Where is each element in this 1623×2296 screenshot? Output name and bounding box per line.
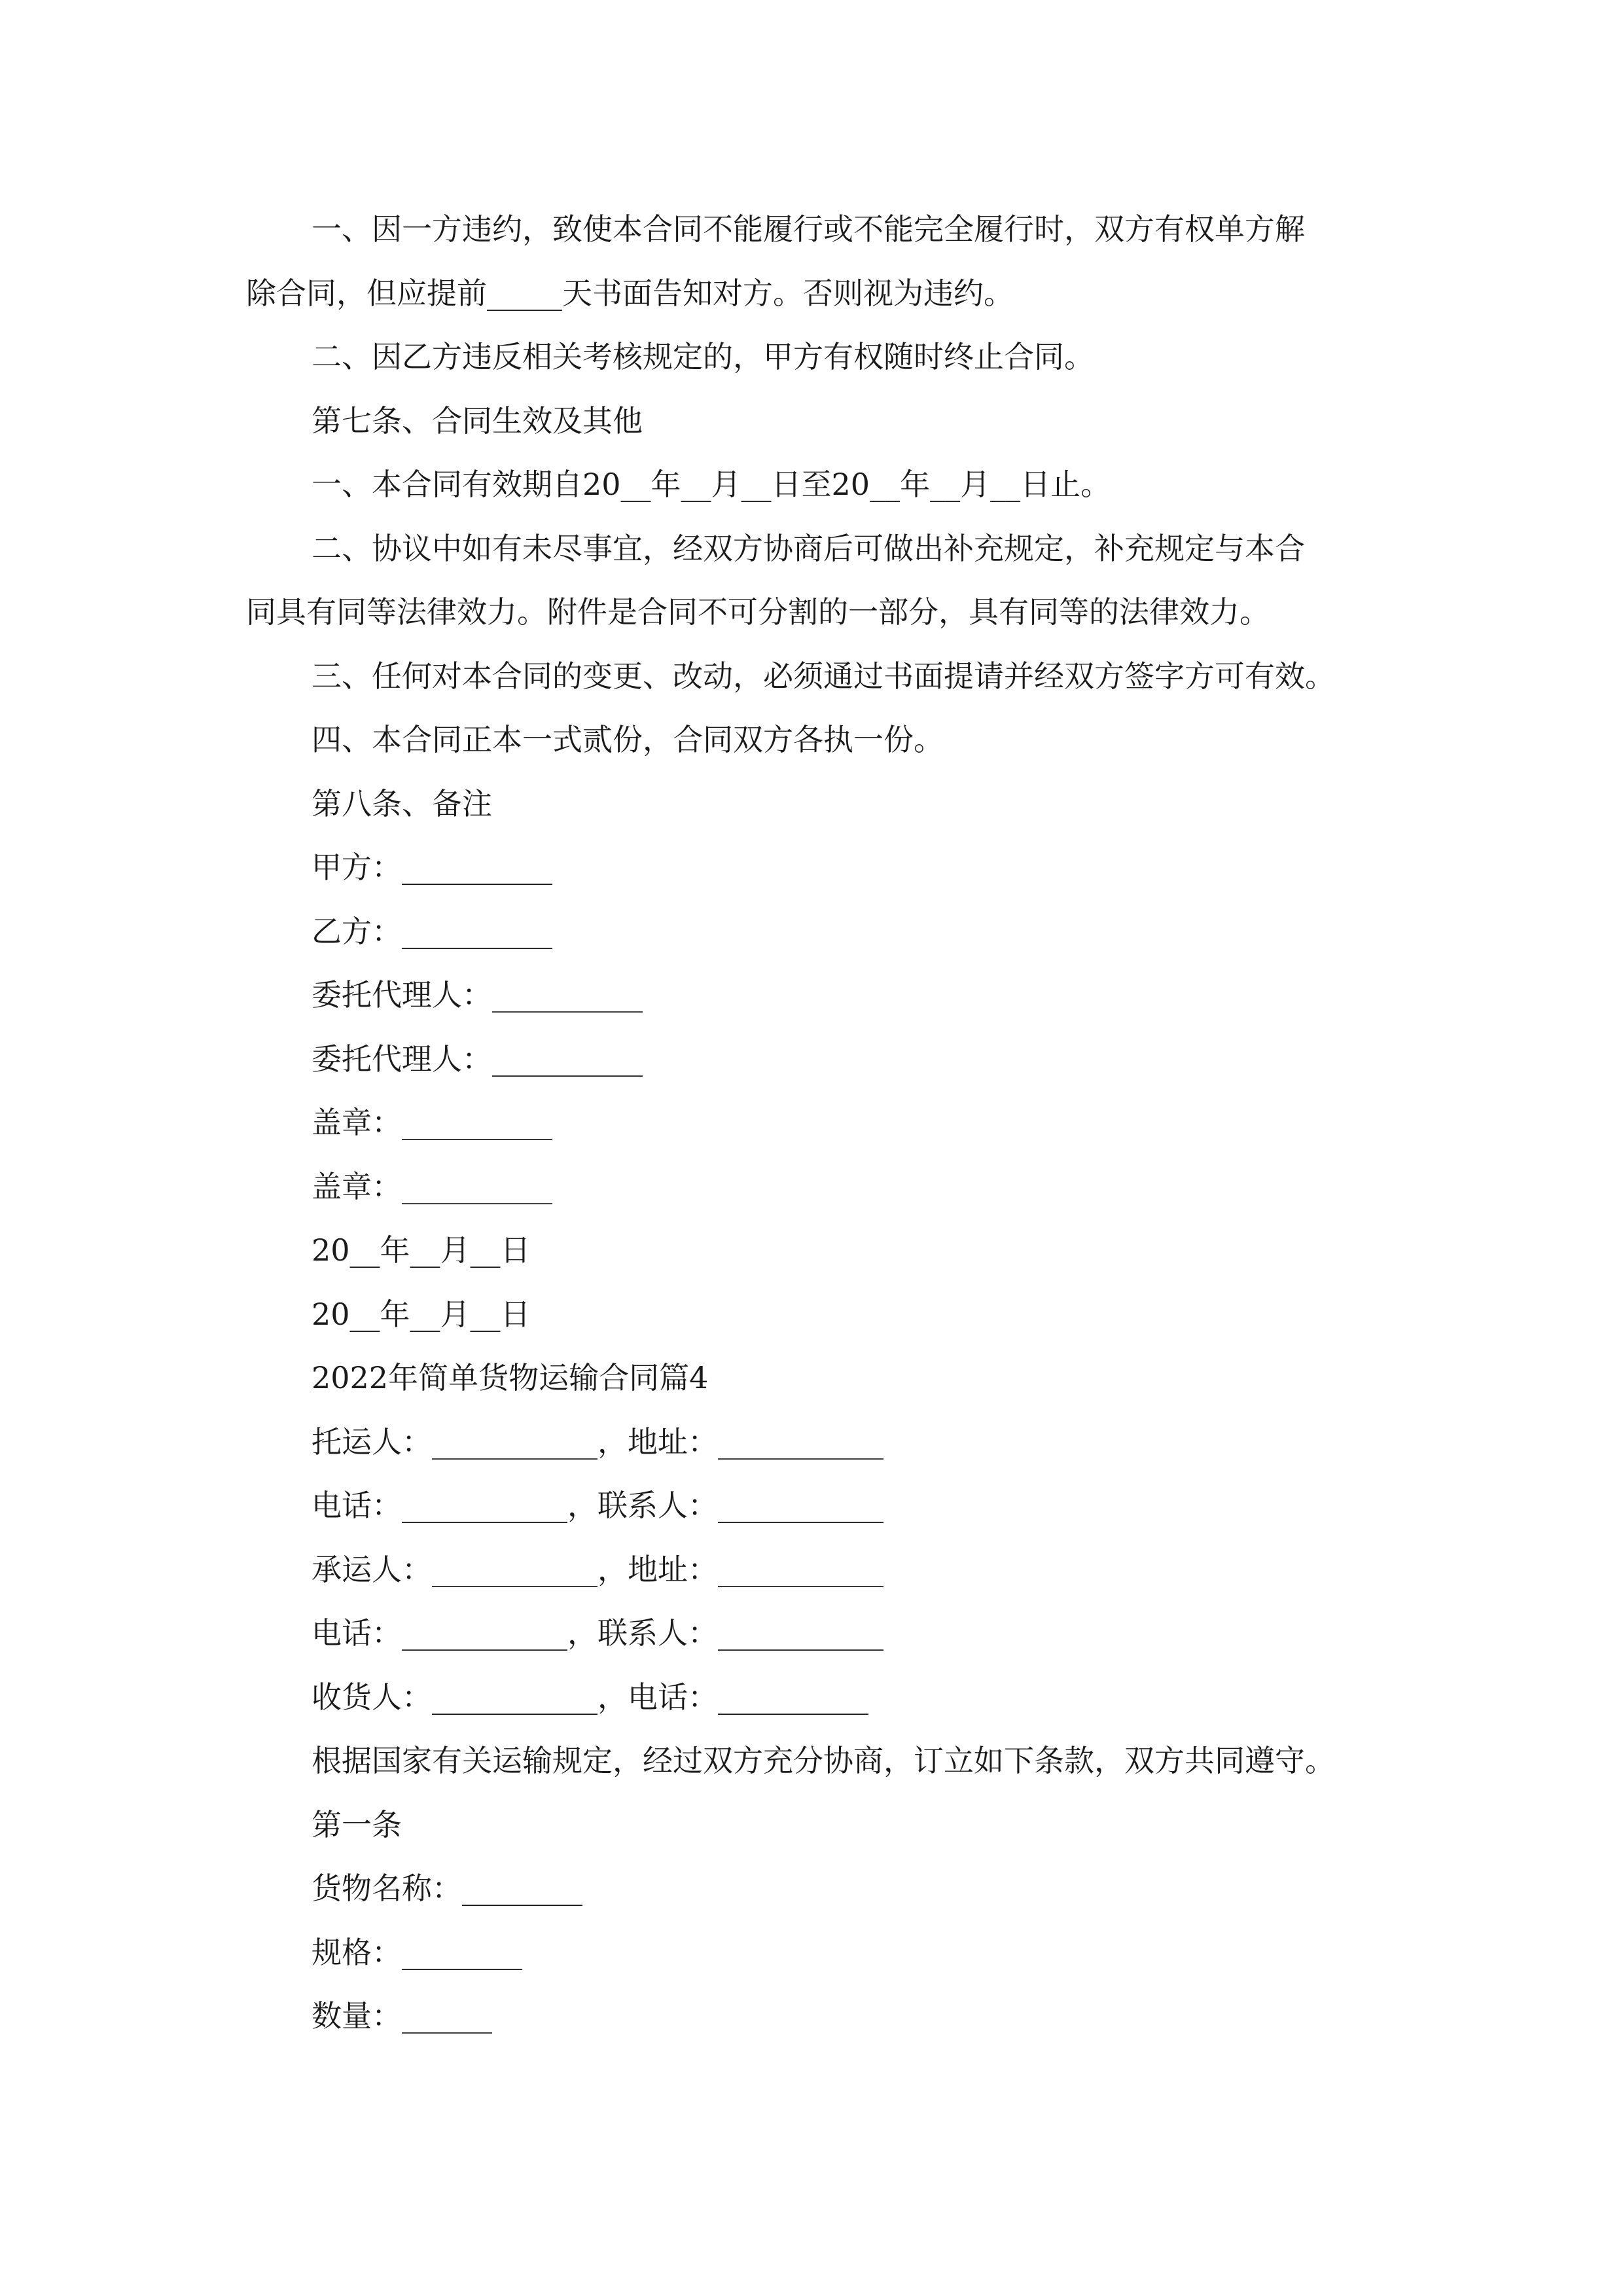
goods-name-field: 货物名称：________ xyxy=(312,1871,582,1906)
preamble-text: 根据国家有关运输规定，经过双方充分协商，订立如下条款，双方共同遵守。 xyxy=(312,1743,1335,1778)
shipper-phone-row: 电话：___________，联系人：___________ xyxy=(312,1488,883,1523)
seal-field-1: 盖章：__________ xyxy=(312,1105,552,1140)
shipper-row: 托运人：___________，地址：___________ xyxy=(312,1424,883,1460)
clause-termination-1-line2: 除合同，但应提前_____天书面告知对方。否则视为违约。 xyxy=(246,276,1014,311)
article-7-clause-1: 一、本合同有效期自20__年__月__日至20__年__月__日止。 xyxy=(312,467,1111,502)
carrier-row: 承运人：___________，地址：___________ xyxy=(312,1552,883,1587)
party-b-field: 乙方：__________ xyxy=(312,914,552,949)
carrier-phone-row: 电话：___________，联系人：___________ xyxy=(312,1615,883,1651)
consignee-row: 收货人：___________，电话：__________ xyxy=(312,1679,868,1715)
clause-termination-1-line1: 一、因一方违约，致使本合同不能履行或不能完全履行时，双方有权单方解 xyxy=(312,211,1305,247)
contract-4-title: 2022年简单货物运输合同篇4 xyxy=(312,1360,709,1395)
article-7-heading: 第七条、合同生效及其他 xyxy=(312,403,643,439)
date-field-1: 20__年__月__日 xyxy=(312,1232,531,1268)
article-7-clause-2-line2: 同具有同等法律效力。附件是合同不可分割的一部分，具有同等的法律效力。 xyxy=(246,594,1270,630)
agent-field-1: 委托代理人：__________ xyxy=(312,977,643,1013)
article-1-heading: 第一条 xyxy=(312,1807,402,1842)
clause-termination-2: 二、因乙方违反相关考核规定的，甲方有权随时终止合同。 xyxy=(312,339,1094,374)
quantity-field: 数量：______ xyxy=(312,1998,492,2034)
specification-field: 规格：________ xyxy=(312,1935,522,1970)
article-7-clause-2-line1: 二、协议中如有未尽事宜，经双方协商后可做出补充规定，补充规定与本合 xyxy=(312,531,1305,566)
article-7-clause-3: 三、任何对本合同的变更、改动，必须通过书面提请并经双方签字方可有效。 xyxy=(312,658,1335,694)
agent-field-2: 委托代理人：__________ xyxy=(312,1041,643,1077)
party-a-field: 甲方：__________ xyxy=(312,850,552,885)
date-field-2: 20__年__月__日 xyxy=(312,1297,531,1332)
article-7-clause-4: 四、本合同正本一式贰份，合同双方各执一份。 xyxy=(312,722,944,757)
article-8-heading: 第八条、备注 xyxy=(312,786,492,821)
seal-field-2: 盖章：__________ xyxy=(312,1169,552,1204)
